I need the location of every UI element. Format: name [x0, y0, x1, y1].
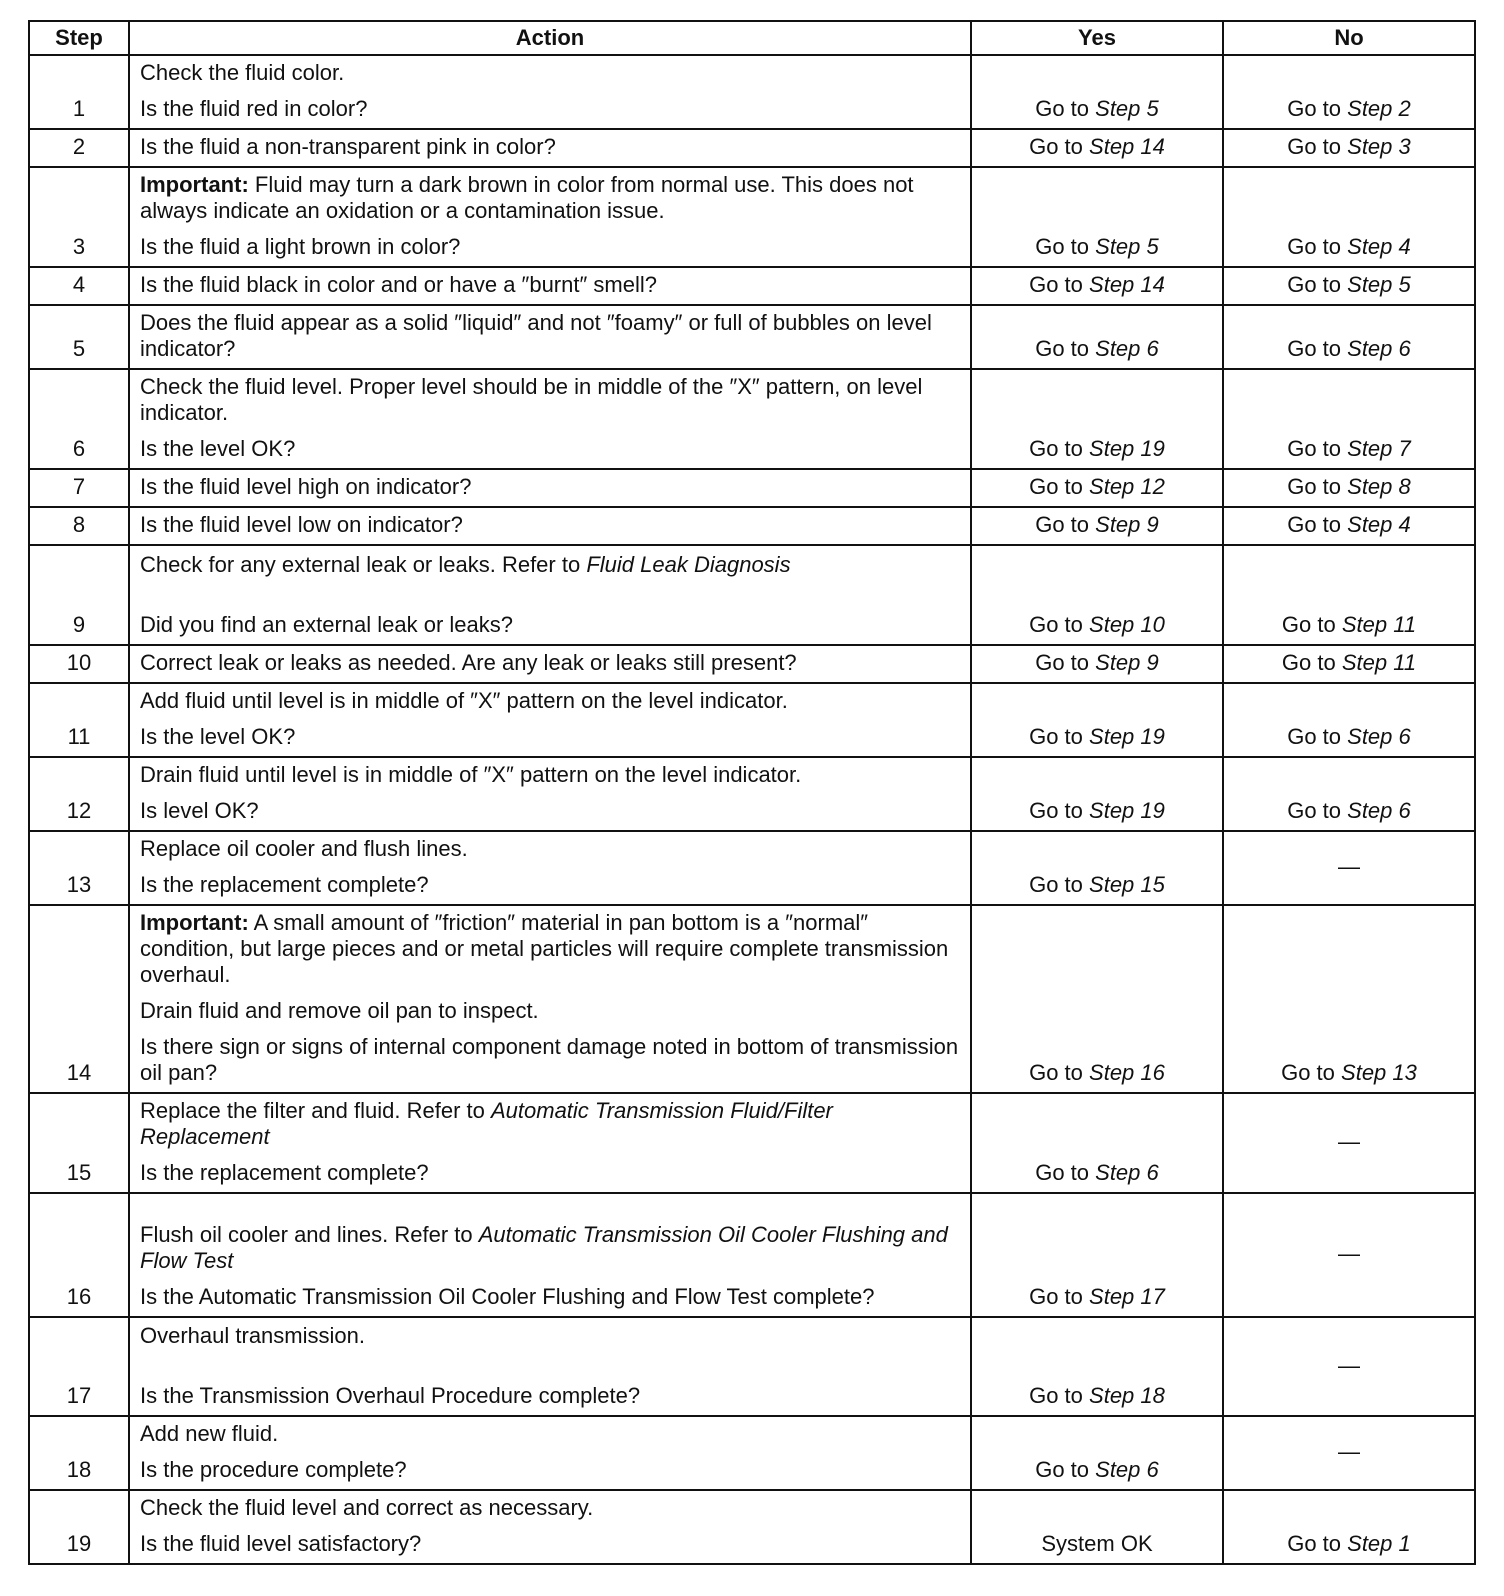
yes-cell: Go to Step 9 — [971, 645, 1223, 683]
yes-cell: Go to Step 14 — [971, 267, 1223, 305]
action-cell — [129, 1317, 971, 1416]
action-text: Replace the filter and fluid. Refer to Automatic Transmission Fluid/Filter Replacement — [140, 1098, 833, 1149]
no-step-ref: Step 7 — [1347, 436, 1411, 461]
no-cell: — — [1223, 831, 1475, 905]
no-cell: Go to Step 11 — [1223, 545, 1475, 645]
yes-cell: Go to Step 6 — [971, 1093, 1223, 1193]
action-text: Add new fluid. — [140, 1421, 279, 1446]
action-text: Overhaul transmission. — [140, 1323, 365, 1348]
action-question: Is the Automatic Transmission Oil Cooler Flushing and Flow Test complete? — [140, 1284, 875, 1309]
yes-cell: Go to Step 5 — [971, 167, 1223, 267]
yes-cell: Go to Step 19 — [971, 683, 1223, 757]
table-row — [29, 267, 1475, 305]
action-cell — [129, 757, 971, 831]
table-row — [29, 1416, 1475, 1490]
action-cell — [129, 469, 971, 507]
no-cell: Go to Step 7 — [1223, 369, 1475, 469]
action-text: Check for any external leak or leaks. Refer to Fluid Leak Diagnosis — [140, 552, 791, 577]
yes-cell: Go to Step 19 — [971, 757, 1223, 831]
action-text: Add fluid until level is in middle of ″X″ pattern on the level indicator. — [140, 688, 788, 713]
no-cell: — — [1223, 1193, 1475, 1317]
important-label: Important: — [140, 910, 249, 935]
yes-cell: Go to Step 17 — [971, 1193, 1223, 1317]
table-row — [29, 469, 1475, 507]
no-step-ref: Step 4 — [1347, 234, 1411, 259]
table-row — [29, 1193, 1475, 1317]
header-no: No — [1223, 21, 1475, 55]
no-cell: Go to Step 13 — [1223, 905, 1475, 1093]
action-question: Does the fluid appear as a solid ″liquid″ and not ″foamy″ or full of bubbles on level indicator? — [140, 310, 932, 361]
yes-step-ref: Step 16 — [1089, 1060, 1165, 1085]
action-text: Replace oil cooler and flush lines. — [140, 836, 468, 861]
action-question: Is there sign or signs of internal component damage noted in bottom of transmission oil pan? — [140, 1034, 959, 1085]
yes-step-ref: Step 9 — [1095, 650, 1159, 675]
no-cell: Go to Step 8 — [1223, 469, 1475, 507]
step-number: 3 — [29, 167, 129, 267]
header-row — [29, 21, 1475, 55]
important-label: Important: — [140, 172, 249, 197]
yes-cell: Go to Step 9 — [971, 507, 1223, 545]
action-cell — [129, 1416, 971, 1490]
action-text: Drain fluid and remove oil pan to inspect. — [140, 998, 539, 1023]
yes-cell: Go to Step 14 — [971, 129, 1223, 167]
yes-step-ref: Step 15 — [1089, 872, 1165, 897]
reference-link[interactable]: Automatic Transmission Oil Cooler Flushing and Flow Test — [140, 1222, 948, 1273]
no-step-ref: Step 1 — [1347, 1531, 1411, 1556]
no-step-ref: Step 3 — [1347, 134, 1411, 159]
action-question: Is the fluid black in color and or have a ″burnt″ smell? — [140, 272, 657, 297]
no-cell: Go to Step 5 — [1223, 267, 1475, 305]
yes-step-ref: Step 5 — [1095, 96, 1159, 121]
yes-cell: Go to Step 5 — [971, 55, 1223, 129]
reference-link[interactable]: Automatic Transmission Fluid/Filter Replacement — [140, 1098, 833, 1149]
no-step-ref: Step 6 — [1347, 336, 1411, 361]
step-number: 16 — [29, 1193, 129, 1317]
action-cell — [129, 305, 971, 369]
step-number: 17 — [29, 1317, 129, 1416]
table-row — [29, 831, 1475, 905]
step-number: 6 — [29, 369, 129, 469]
yes-cell: Go to Step 19 — [971, 369, 1223, 469]
header-yes: Yes — [971, 21, 1223, 55]
action-question: Did you find an external leak or leaks? — [140, 612, 513, 637]
action-question: Is the fluid a non-transparent pink in color? — [140, 134, 556, 159]
no-step-ref: Step 13 — [1341, 1060, 1417, 1085]
step-number: 7 — [29, 469, 129, 507]
action-cell — [129, 545, 971, 645]
action-text: Check the fluid level. Proper level should be in middle of the ″X″ pattern, on level indicator. — [140, 374, 923, 425]
action-cell — [129, 507, 971, 545]
yes-step-ref: Step 14 — [1089, 134, 1165, 159]
no-cell: — — [1223, 1317, 1475, 1416]
action-cell — [129, 55, 971, 129]
header-action: Action — [129, 21, 971, 55]
reference-link[interactable]: Fluid Leak Diagnosis — [586, 552, 791, 577]
no-cell: Go to Step 2 — [1223, 55, 1475, 129]
yes-step-ref: Step 12 — [1089, 474, 1165, 499]
step-number: 4 — [29, 267, 129, 305]
no-cell: Go to Step 3 — [1223, 129, 1475, 167]
step-number: 1 — [29, 55, 129, 129]
step-number: 8 — [29, 507, 129, 545]
table-row — [29, 1093, 1475, 1193]
step-number: 9 — [29, 545, 129, 645]
step-number: 15 — [29, 1093, 129, 1193]
no-cell: Go to Step 6 — [1223, 757, 1475, 831]
no-step-ref: Step 6 — [1347, 724, 1411, 749]
action-question: Is the replacement complete? — [140, 1160, 429, 1185]
table-row — [29, 757, 1475, 831]
action-text: Drain fluid until level is in middle of ″X″ pattern on the level indicator. — [140, 762, 802, 787]
no-cell: Go to Step 6 — [1223, 305, 1475, 369]
yes-step-ref: Step 6 — [1095, 1457, 1159, 1482]
table-row — [29, 167, 1475, 267]
action-cell — [129, 129, 971, 167]
yes-cell: Go to Step 6 — [971, 1416, 1223, 1490]
action-question: Is the fluid red in color? — [140, 96, 368, 121]
yes-step-ref: Step 9 — [1095, 512, 1159, 537]
table-row — [29, 507, 1475, 545]
yes-step-ref: Step 17 — [1089, 1284, 1165, 1309]
action-cell — [129, 267, 971, 305]
yes-cell: Go to Step 10 — [971, 545, 1223, 645]
yes-step-ref: Step 6 — [1095, 1160, 1159, 1185]
step-number: 19 — [29, 1490, 129, 1564]
action-question: Is the replacement complete? — [140, 872, 429, 897]
no-cell: Go to Step 4 — [1223, 167, 1475, 267]
action-cell — [129, 683, 971, 757]
action-question: Is the fluid level low on indicator? — [140, 512, 463, 537]
yes-cell: Go to Step 15 — [971, 831, 1223, 905]
table-row — [29, 905, 1475, 1093]
no-step-ref: Step 4 — [1347, 512, 1411, 537]
action-question: Is the fluid a light brown in color? — [140, 234, 461, 259]
action-question: Is the level OK? — [140, 724, 296, 749]
action-cell — [129, 1093, 971, 1193]
step-number: 14 — [29, 905, 129, 1093]
yes-cell: Go to Step 6 — [971, 305, 1223, 369]
action-text: Flush oil cooler and lines. Refer to Automatic Transmission Oil Cooler Flushing and Flow Test — [140, 1222, 948, 1273]
no-step-ref: Step 11 — [1341, 612, 1417, 637]
action-cell — [129, 167, 971, 267]
action-note: Important: Fluid may turn a dark brown in color from normal use. This does not always indicate an oxidation or a contamination issue. — [140, 172, 914, 223]
step-number: 2 — [29, 129, 129, 167]
action-question: Is the fluid level high on indicator? — [140, 474, 472, 499]
table-row — [29, 129, 1475, 167]
step-number: 11 — [29, 683, 129, 757]
action-cell — [129, 905, 971, 1093]
action-cell — [129, 1193, 971, 1317]
table-row — [29, 1490, 1475, 1564]
yes-step-ref: Step 19 — [1089, 436, 1165, 461]
yes-cell: Go to Step 16 — [971, 905, 1223, 1093]
table-row — [29, 305, 1475, 369]
no-cell: Go to Step 6 — [1223, 683, 1475, 757]
action-question: Correct leak or leaks as needed. Are any leak or leaks still present? — [140, 650, 797, 675]
action-cell — [129, 1490, 971, 1564]
table-row — [29, 645, 1475, 683]
action-question: Is the fluid level satisfactory? — [140, 1531, 422, 1556]
header-step: Step — [29, 21, 129, 55]
no-step-ref: Step 8 — [1347, 474, 1411, 499]
action-cell — [129, 645, 971, 683]
yes-step-ref: Step 19 — [1089, 798, 1165, 823]
yes-cell: System OK — [971, 1490, 1223, 1564]
table-row — [29, 1317, 1475, 1416]
no-step-ref: Step 11 — [1341, 650, 1417, 675]
yes-step-ref: Step 19 — [1089, 724, 1165, 749]
no-cell: Go to Step 11 — [1223, 645, 1475, 683]
yes-cell: Go to Step 18 — [971, 1317, 1223, 1416]
table-row — [29, 683, 1475, 757]
yes-step-ref: Step 10 — [1089, 612, 1165, 637]
action-text: Check the fluid color. — [140, 60, 345, 85]
yes-step-ref: Step 14 — [1089, 272, 1165, 297]
step-number: 5 — [29, 305, 129, 369]
action-cell — [129, 369, 971, 469]
table-row — [29, 545, 1475, 645]
table-row — [29, 55, 1475, 129]
no-cell: — — [1223, 1093, 1475, 1193]
action-question: Is the Transmission Overhaul Procedure complete? — [140, 1383, 641, 1408]
diagnostic-table — [28, 20, 1476, 1565]
table-row — [29, 369, 1475, 469]
action-question: Is the level OK? — [140, 436, 296, 461]
no-step-ref: Step 2 — [1347, 96, 1411, 121]
yes-step-ref: Step 5 — [1095, 234, 1159, 259]
no-step-ref: Step 6 — [1347, 798, 1411, 823]
action-question: Is the procedure complete? — [140, 1457, 407, 1482]
step-number: 13 — [29, 831, 129, 905]
no-cell: Go to Step 1 — [1223, 1490, 1475, 1564]
no-cell: — — [1223, 1416, 1475, 1490]
action-cell — [129, 831, 971, 905]
step-number: 10 — [29, 645, 129, 683]
action-text: Check the fluid level and correct as necessary. — [140, 1495, 594, 1520]
step-number: 12 — [29, 757, 129, 831]
no-cell: Go to Step 4 — [1223, 507, 1475, 545]
yes-step-ref: Step 6 — [1095, 336, 1159, 361]
yes-step-ref: Step 18 — [1089, 1383, 1165, 1408]
action-question: Is level OK? — [140, 798, 259, 823]
no-step-ref: Step 5 — [1347, 272, 1411, 297]
step-number: 18 — [29, 1416, 129, 1490]
yes-cell: Go to Step 12 — [971, 469, 1223, 507]
action-note: Important: A small amount of ″friction″ material in pan bottom is a ″normal″ condition, but large pieces and or metal particles will require complete transmission overhaul. — [140, 910, 949, 987]
